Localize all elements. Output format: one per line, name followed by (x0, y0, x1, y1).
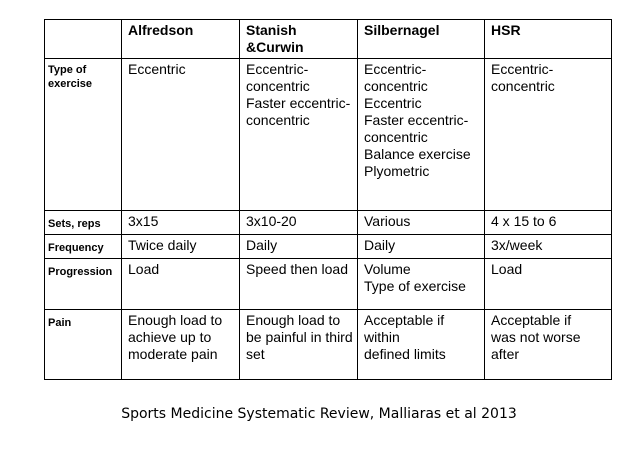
table-cell: Eccentric- concentric Faster eccentric- concentric (240, 59, 358, 211)
row-label-frequency: Frequency (45, 235, 122, 259)
table-cell: Speed then load (240, 259, 358, 310)
table-row (45, 59, 612, 211)
header-cell-empty (45, 20, 122, 59)
table-cell: 3x15 (122, 211, 240, 235)
table-cell: Load (485, 259, 612, 310)
row-label-type-of-exercise: Type of exercise (45, 59, 122, 211)
header-row (45, 20, 612, 59)
comparison-table-wrapper (44, 19, 612, 380)
table-cell: 3x10-20 (240, 211, 358, 235)
header-cell-hsr: HSR (485, 20, 612, 59)
table-cell: Eccentric (122, 59, 240, 211)
table-cell: Enough load to achieve up to moderate pain (122, 310, 240, 380)
table-cell: Various (358, 211, 485, 235)
row-label-pain: Pain (45, 310, 122, 380)
header-cell-stanish-curwin: Stanish &Curwin (240, 20, 358, 59)
table-cell: Daily (358, 235, 485, 259)
table-cell: Acceptable if within defined limits (358, 310, 485, 380)
table-row (45, 235, 612, 259)
table-row (45, 259, 612, 310)
row-label-sets-reps: Sets, reps (45, 211, 122, 235)
source-caption: Sports Medicine Systematic Review, Malliaras et al 2013 (121, 406, 517, 422)
table-row (45, 310, 612, 380)
table-cell: Acceptable if was not worse after (485, 310, 612, 380)
table-cell: Volume Type of exercise (358, 259, 485, 310)
header-cell-silbernagel: Silbernagel (358, 20, 485, 59)
table-cell: Daily (240, 235, 358, 259)
comparison-table (44, 19, 612, 380)
table-row (45, 211, 612, 235)
table-cell: Enough load to be painful in third set (240, 310, 358, 380)
table-cell: 3x/week (485, 235, 612, 259)
table-cell: Eccentric- concentric (485, 59, 612, 211)
table-cell: Twice daily (122, 235, 240, 259)
row-label-progression: Progression (45, 259, 122, 310)
table-cell: Load (122, 259, 240, 310)
table-cell: Eccentric- concentric Eccentric Faster eccentric- concentric Balance exercise Plyometric (358, 59, 485, 211)
table-cell: 4 x 15 to 6 (485, 211, 612, 235)
header-cell-alfredson: Alfredson (122, 20, 240, 59)
